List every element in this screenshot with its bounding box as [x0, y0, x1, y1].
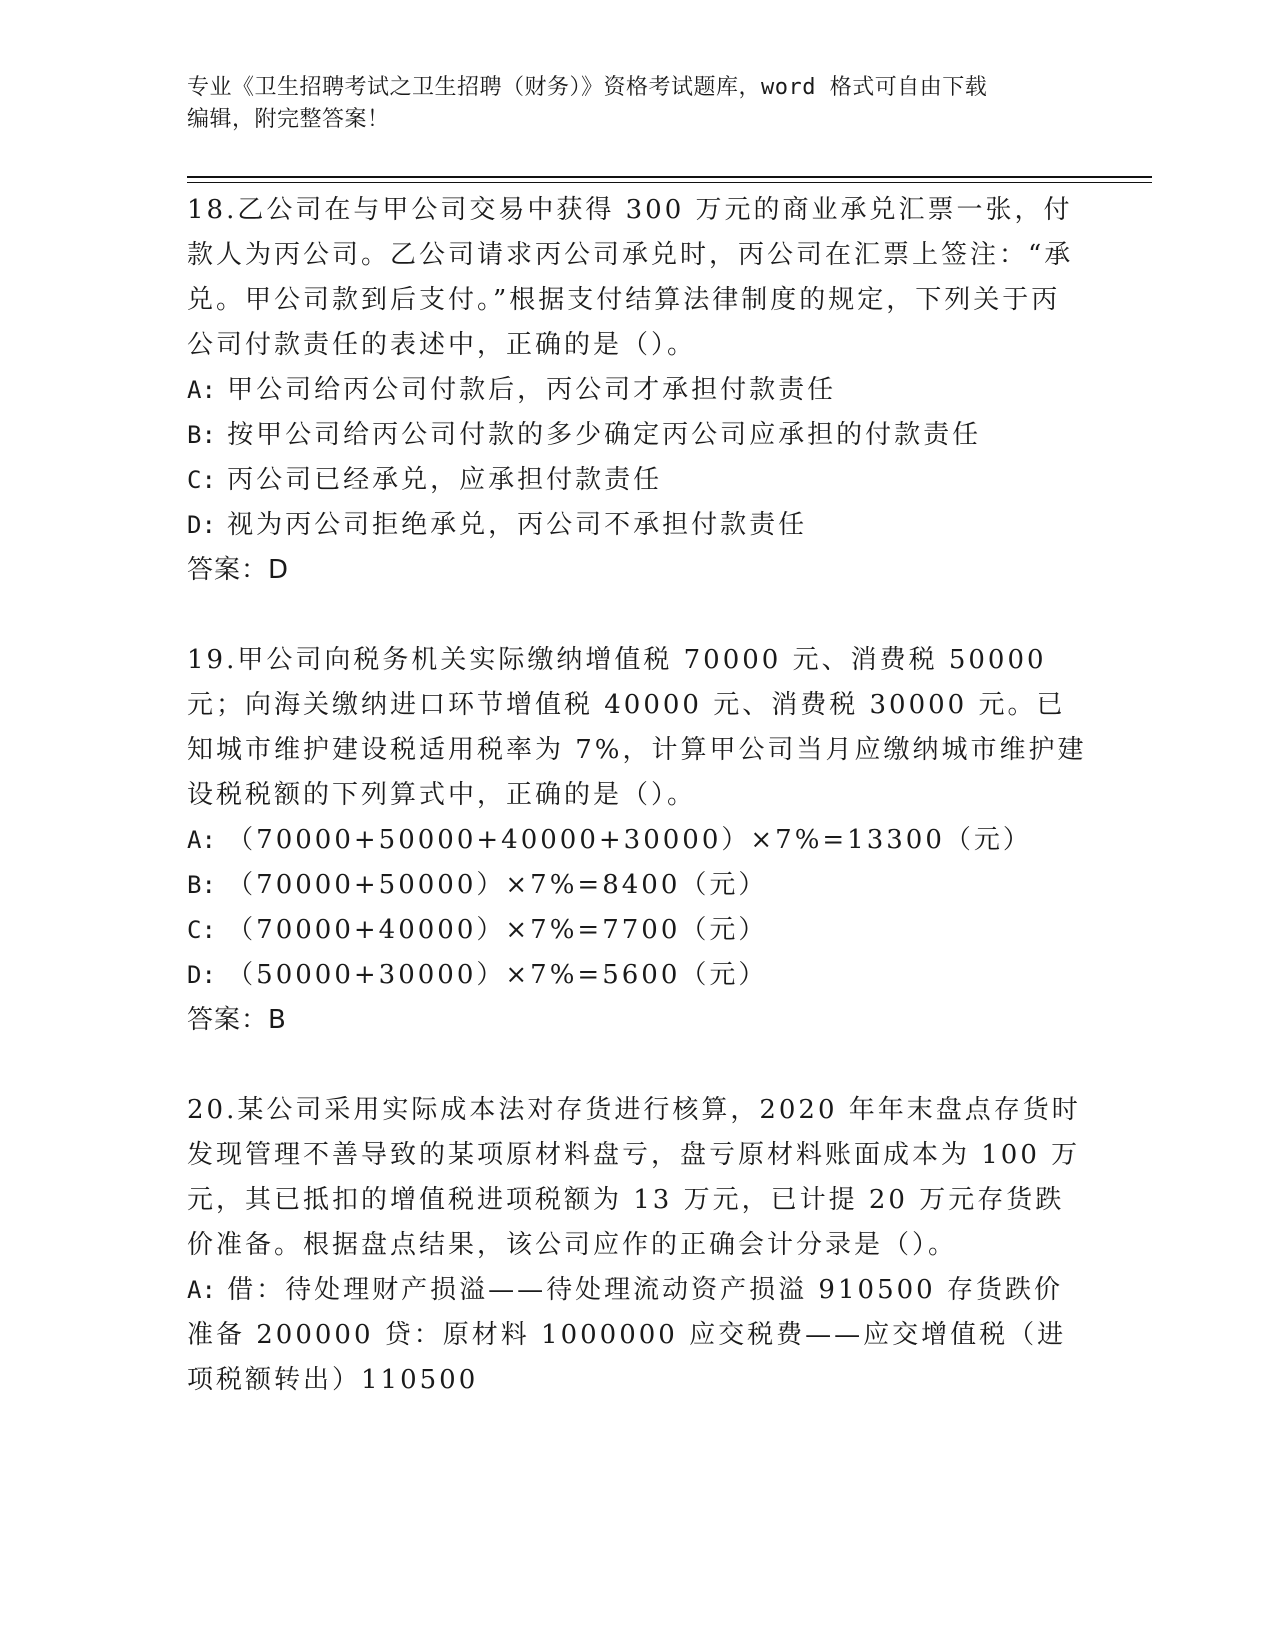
option-text: 视为丙公司拒绝承兑，丙公司不承担付款责任 — [227, 510, 808, 540]
answer-line: 答案：D — [187, 555, 290, 585]
header-line-2: 编辑，附完整答案！ — [187, 107, 390, 132]
option-c — [187, 458, 1087, 503]
page-header — [187, 72, 1087, 136]
question-20 — [187, 1088, 1087, 1403]
option-a — [187, 1268, 1087, 1403]
option-text: （70000+50000+40000+30000）×7%=13300（元） — [227, 825, 1032, 855]
header-line-1: 专业《卫生招聘考试之卫生招聘（财务）》资格考试题库，word 格式可自由下载 — [187, 75, 988, 100]
answer-line: 答案：B — [187, 1005, 287, 1035]
option-c — [187, 908, 1087, 953]
option-key: A: — [187, 1276, 216, 1304]
option-b — [187, 413, 1087, 458]
header-divider-thick — [187, 176, 1152, 178]
option-d — [187, 953, 1087, 998]
option-key: C: — [187, 466, 216, 494]
option-b — [187, 863, 1087, 908]
option-a — [187, 818, 1087, 863]
question-18 — [187, 188, 1087, 593]
option-key: A: — [187, 826, 216, 854]
option-text: 借：待处理财产损溢——待处理流动资产损溢 910500 存货跌价准备 200000 贷：原材料 1000000 应交税费——应交增值税（进项税额转出）110500 — [187, 1275, 1067, 1395]
question-spacer — [187, 593, 1087, 638]
option-text: 甲公司给丙公司付款后，丙公司才承担付款责任 — [227, 375, 837, 405]
question-stem: 19.甲公司向税务机关实际缴纳增值税 70000 元、消费税 50000 元；向海关缴纳进口环节增值税 40000 元、消费税 30000 元。已知城市维护建设税适用税率为 7%，计算甲公司当月应缴纳城市维护建设税税额的下列算式中，正确的是（）。 — [187, 645, 1087, 810]
question-stem: 20.某公司采用实际成本法对存货进行核算，2020 年年末盘点存货时发现管理不善导致的某项原材料盘亏，盘亏原材料账面成本为 100 万元，其已抵扣的增值税进项税额为 13 万元，已计提 20 万元存货跌价准备。根据盘点结果，该公司应作的正确会计分录是（）。 — [187, 1095, 1081, 1260]
option-text: （70000+40000）×7%=7700（元） — [227, 915, 768, 945]
option-d — [187, 503, 1087, 548]
question-19 — [187, 638, 1087, 1043]
option-key: D: — [187, 511, 216, 539]
question-spacer — [187, 1043, 1087, 1088]
option-key: B: — [187, 871, 216, 899]
header-divider-thin — [187, 182, 1152, 183]
question-list — [187, 188, 1087, 1403]
option-text: 丙公司已经承兑，应承担付款责任 — [227, 465, 663, 495]
question-stem: 18.乙公司在与甲公司交易中获得 300 万元的商业承兑汇票一张，付款人为丙公司。乙公司请求丙公司承兑时，丙公司在汇票上签注：“承兑。甲公司款到后支付。”根据支付结算法律制度的规定，下列关于丙公司付款责任的表述中，正确的是（）。 — [187, 195, 1074, 360]
option-text: （50000+30000）×7%=5600（元） — [227, 960, 768, 990]
option-key: C: — [187, 916, 216, 944]
option-text: 按甲公司给丙公司付款的多少确定丙公司应承担的付款责任 — [227, 420, 982, 450]
option-key: B: — [187, 421, 216, 449]
option-key: A: — [187, 376, 216, 404]
option-text: （70000+50000）×7%=8400（元） — [227, 870, 768, 900]
option-a — [187, 368, 1087, 413]
option-key: D: — [187, 961, 216, 989]
